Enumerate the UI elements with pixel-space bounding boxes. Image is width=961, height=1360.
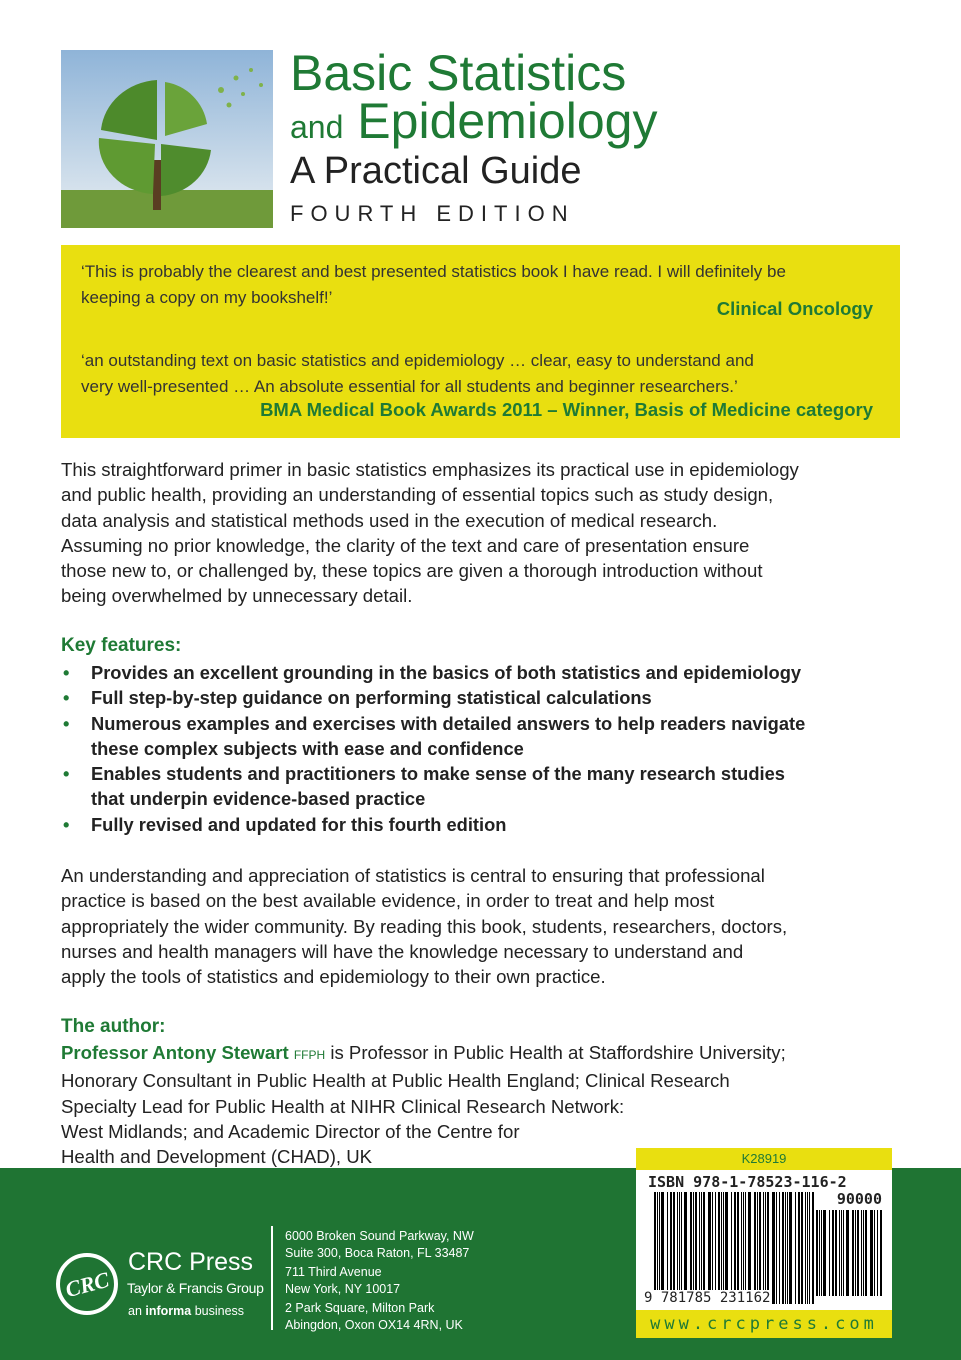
closing-paragraph: An understanding and appreciation of statistics is central to ensuring that professional practice is based on the best available evidence, in order to treat and help most appropriately the wider community. By reading this book, students, researchers, doctors, nurses and health managers will have the knowledge necessary to understand and apply the tools of statistics and epidemiology to their own practice.: [61, 865, 788, 988]
quote-1: ‘This is probably the clearest and best presented statistics book I have read. I will definitely be keeping a copy on my bookshelf!’: [81, 262, 786, 307]
barcode-panel: [636, 1148, 892, 1338]
author-heading: The author:: [61, 1016, 166, 1037]
publisher-group: Taylor & Francis Group: [127, 1280, 264, 1296]
addon-barcode-bars: [816, 1210, 882, 1296]
product-code: K28919: [636, 1148, 892, 1170]
intro-paragraph: This straightforward primer in basic statistics emphasizes its practical use in epidemiology and public health, providing an understanding of essential topics such as study design, data analysis and statistical methods used in the execution of medical research. Assuming no prior knowledge, the clarity of the text and care of presentation ensure those new to, or challenged by, these topics are given a thorough introduction without being overwhelmed by unnecessary detail.: [61, 459, 799, 607]
review-quotes-box: [61, 245, 900, 438]
feature-item: • Numerous examples and exercises with detailed answers to help readers navigate these complex subjects with ease and confidence: [61, 711, 805, 762]
quote-1-source: Clinical Oncology: [716, 298, 873, 319]
svg-text:CRC: CRC: [62, 1266, 112, 1303]
isbn: ISBN 978-1-78523-116-2: [648, 1173, 847, 1191]
edition: FOURTH EDITION: [290, 201, 575, 226]
website-link[interactable]: www.crcpress.com: [636, 1310, 892, 1338]
tree-pie-chart-image: [61, 50, 273, 228]
features-heading: Key features:: [61, 635, 182, 656]
publisher-name: CRC Press: [128, 1248, 254, 1276]
author-name: Professor Antony Stewart: [61, 1042, 289, 1063]
publisher-tagline: an informa business: [128, 1304, 245, 1318]
barcode-digits: 9 781785 231162: [644, 1290, 771, 1306]
author-postnominal: FFPH: [293, 1048, 326, 1062]
feature-item: • Provides an excellent grounding in the basics of both statistics and epidemiology: [61, 660, 805, 685]
features-list: [61, 660, 805, 837]
publisher-addresses: 6000 Broken Sound Parkway, NW Suite 300, Boca Raton, FL 33487 711 Third Avenue New York, NY 10017 2 Park Square, Milton Park Abingdon, Oxon OX14 4RN, UK: [285, 1229, 474, 1332]
title-and: and: [290, 109, 344, 145]
subtitle: A Practical Guide: [290, 150, 582, 192]
quote-2-source: BMA Medical Book Awards 2011 – Winner, Basis of Medicine category: [260, 399, 873, 420]
feature-item: • Full step-by-step guidance on performing statistical calculations: [61, 685, 805, 710]
title-line2: [290, 92, 657, 150]
price-code: 90000: [836, 1190, 882, 1208]
feature-item: • Fully revised and updated for this fourth edition: [61, 812, 805, 837]
title-epidemiology: Epidemiology: [357, 93, 658, 149]
barcode-bars: [654, 1192, 814, 1304]
divider: [271, 1226, 273, 1330]
feature-item: • Enables students and practitioners to make sense of the many research studies that underpin evidence-based practice: [61, 761, 805, 812]
crc-logo: [55, 1252, 119, 1316]
author-bio: Professor Antony Stewart FFPH is Professor in Public Health at Staffordshire University; Honorary Consultant in Public Health at Public Health England; Clinical Research Specialty Lead for Public Health at NIHR Clinical Research Network: West Midlands; and Academic Director of the Centre for Health and Development (CHAD), UK: [61, 1042, 786, 1168]
title-line1: Basic Statistics: [290, 45, 627, 101]
quote-2: ‘an outstanding text on basic statistics and epidemiology … clear, easy to understand and very well-presented … An absolute essential for all students and beginner researchers.’: [81, 351, 754, 396]
